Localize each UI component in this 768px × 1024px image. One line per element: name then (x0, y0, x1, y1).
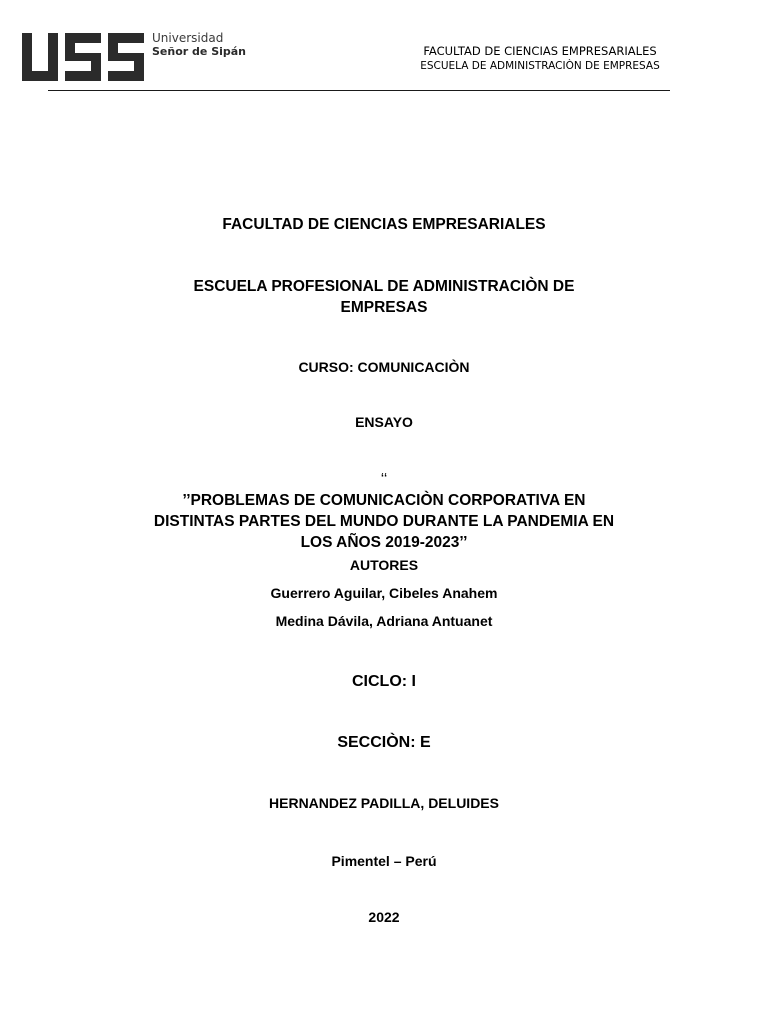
cover-title-line1-text: ’’PROBLEMAS DE COMUNICACIÒN CORPORATIVA EN (182, 492, 586, 509)
header-school: ESCUELA DE ADMINISTRACIÒN DE EMPRESAS (420, 60, 660, 72)
cover-year: 2022 (368, 909, 400, 925)
cover-faculty: FACULTAD DE CIENCIAS EMPRESARIALES (222, 216, 546, 233)
cover-section: SECCIÒN: E (337, 734, 431, 751)
cover-title-line3: LOS AÑOS 2019-2023’’ (300, 534, 468, 551)
page-header (380, 44, 700, 74)
logo-line-senor-de-sipan: Señor de Sipán (152, 45, 247, 58)
uss-logo-mark-icon (22, 33, 144, 81)
cover-essay-title (0, 469, 768, 553)
cover-title-open-quote: ‘‘ (380, 471, 388, 488)
cover-place: Pimentel – Perú (331, 853, 437, 869)
cover-school-line1: ESCUELA PROFESIONAL DE ADMINISTRACIÒN DE (193, 278, 575, 295)
cover-school (0, 276, 768, 318)
cover-teacher: HERNANDEZ PADILLA, DELUIDES (269, 795, 499, 811)
cover-title-line2: DISTINTAS PARTES DEL MUNDO DURANTE LA PANDEMIA EN (153, 513, 615, 530)
cover-title-line1 (0, 469, 768, 511)
university-logo (22, 33, 246, 81)
cover-author-1: Guerrero Aguilar, Cibeles Anahem (270, 585, 498, 601)
cover-course: CURSO: COMUNICACIÒN (298, 359, 470, 375)
cover-authors-label: AUTORES (349, 557, 419, 573)
cover-author-2: Medina Dávila, Adriana Antuanet (275, 613, 493, 629)
cover-school-line2: EMPRESAS (340, 299, 428, 316)
logo-line-universidad: Universidad (152, 31, 224, 45)
cover-doc-type: ENSAYO (355, 414, 413, 430)
header-faculty: FACULTAD DE CIENCIAS EMPRESARIALES (423, 44, 657, 58)
header-divider (48, 90, 670, 91)
logo-wordmark (152, 31, 246, 59)
cover-cycle: CICLO: I (352, 673, 416, 690)
